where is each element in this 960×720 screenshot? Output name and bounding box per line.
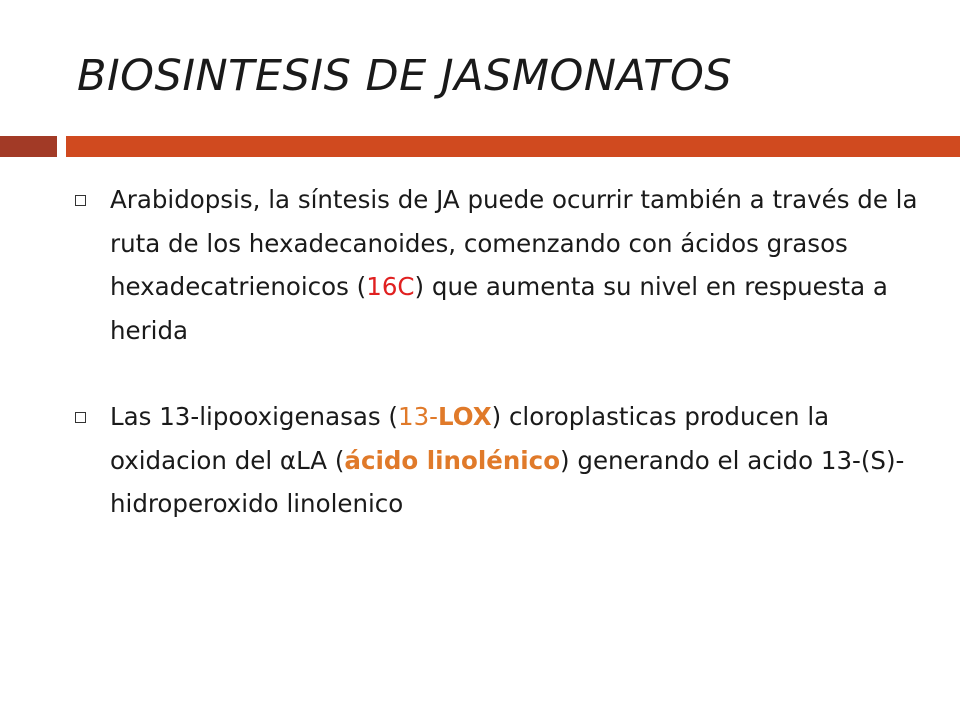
bullet-1-highlight-16c: 16C bbox=[366, 272, 415, 301]
bullet-1-text-part-2: ) que aumenta su nivel en respuesta a herida bbox=[110, 272, 888, 345]
bullet-2-text-part-4: ) generando el acido 13-(S)-hidroperoxido linolenico bbox=[110, 445, 905, 518]
square-bullet-icon bbox=[75, 412, 86, 423]
bullet-2-highlight-13: 13- bbox=[397, 402, 439, 431]
title-rule-bar bbox=[66, 136, 960, 157]
bullet-2-highlight-acido-linolenico: ácido linolénico bbox=[344, 445, 561, 475]
bullet-2-highlight-lox: LOX bbox=[438, 402, 492, 431]
slide-title: BIOSINTESIS DE JASMONATOS bbox=[77, 51, 733, 101]
bullet-list bbox=[75, 178, 935, 526]
bullet-2-text-part-2: ) cloroplasticas producen la oxidacion del bbox=[110, 402, 830, 475]
bullet-item-1 bbox=[75, 178, 935, 352]
bullet-2-text-part-1: Las 13-lipooxigenasas ( bbox=[110, 402, 398, 431]
title-rule-left-accent bbox=[0, 136, 57, 157]
bullet-2-text-part-3: LA ( bbox=[296, 445, 345, 475]
bullet-item-2 bbox=[75, 395, 935, 526]
bullet-1-text-part-1: Arabidopsis, la síntesis de JA puede ocurrir también a través de la ruta de los hexadecanoides, comenzando con ácidos grasos hexadecatrienoicos ( bbox=[110, 185, 918, 301]
bullet-2-alpha-symbol: α bbox=[279, 445, 297, 475]
square-bullet-icon bbox=[75, 195, 86, 206]
